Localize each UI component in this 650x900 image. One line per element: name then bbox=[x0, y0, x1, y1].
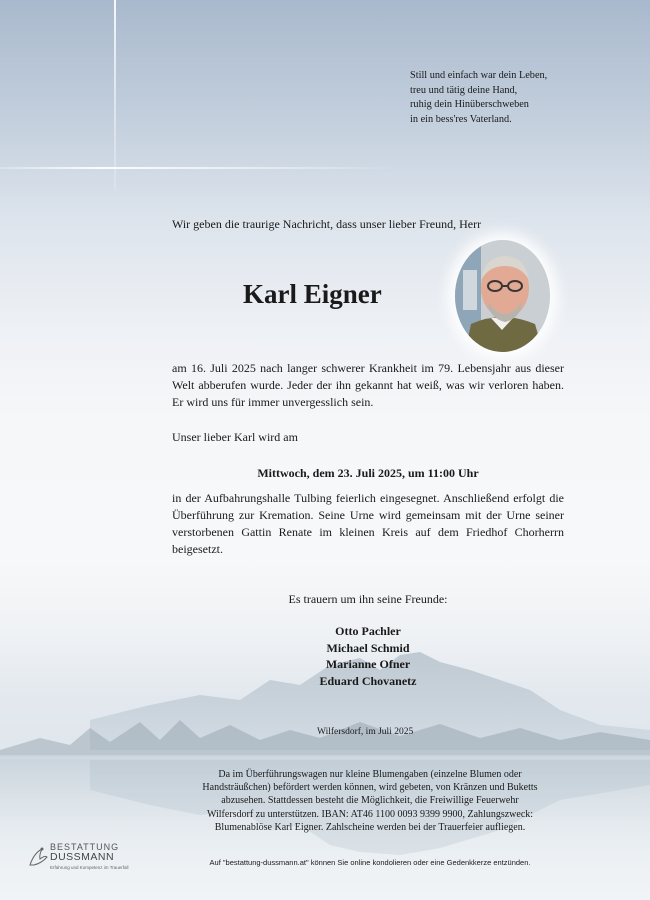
notice-line: Wilfersdorf zu unterstützen. IBAN: AT46 1100 0093 9399 9900, Zahlungszweck: bbox=[206, 808, 534, 820]
poem-line: Still und einfach war dein Leben, bbox=[410, 70, 548, 81]
poem-line: in ein bess'res Vaterland. bbox=[410, 113, 512, 125]
notice-line: Blumenablöse Karl Eigner. Zahlscheine werden bei der Trauerfeier aufliegen. bbox=[214, 821, 526, 833]
intro-text: Wir geben die traurige Nachricht, dass unser lieber Freund, Herr bbox=[172, 217, 482, 231]
notice-line: Da im Überführungswagen nur kleine Blumengaben (einzelne Blumen oder bbox=[218, 769, 522, 780]
notice-line: abzusehen. Stattdessen besteht die Möglichkeit, die Freiwillige Feuerwehr bbox=[221, 795, 519, 807]
logo-line2: DUSSMANN bbox=[50, 851, 115, 863]
poem-line: ruhig dein Hinüberschweben bbox=[410, 99, 529, 110]
logo-tagline: Erfahrung und Kompetenz im Trauerfall bbox=[50, 865, 129, 870]
poem bbox=[410, 69, 630, 127]
ceremony-date: Mittwoch, dem 23. Juli 2025, um 11:00 Uhr bbox=[257, 466, 479, 480]
portrait-photo bbox=[455, 240, 550, 352]
deceased-name: Karl Eigner bbox=[243, 279, 382, 309]
ceremony-paragraph: in der Aufbahrungshalle Tulbing feierlich eingesegnet. Anschließend erfolgt die Überführung zur Kremation. Seine Urne wird gemeinsam mit der Urne seiner verstorbenen Gattin Renate im kleinen Kreis auf dem Friedhof Chorherrn beigesetzt. bbox=[172, 491, 564, 556]
footer-condolence-link[interactable]: Auf "bestattung-dussmann.at" können Sie online kondolieren oder eine Gedenkkerze entzünden. bbox=[209, 858, 531, 867]
dove-icon bbox=[28, 843, 48, 869]
mourners-intro: Es trauern um ihn seine Freunde: bbox=[288, 592, 448, 606]
flower-notice bbox=[160, 768, 580, 834]
ceremony-lead: Unser lieber Karl wird am bbox=[172, 430, 298, 444]
funeral-home-logo bbox=[28, 841, 138, 873]
cross-vertical-line bbox=[114, 0, 116, 190]
cross-horizontal-line bbox=[0, 167, 400, 169]
mourners-list bbox=[172, 623, 564, 689]
mourner-name: Otto Pachler bbox=[335, 624, 401, 638]
mourner-name: Marianne Ofner bbox=[325, 657, 411, 671]
place-date: Wilfersdorf, im Juli 2025 bbox=[317, 727, 414, 737]
notice-line: Handsträußchen) befördert werden können, wird gebeten, von Kränzen und Buketts bbox=[202, 782, 538, 794]
mourner-name: Eduard Chovanetz bbox=[319, 673, 417, 688]
poem-line: treu und tätig deine Hand, bbox=[410, 84, 518, 96]
mourner-name: Michael Schmid bbox=[326, 640, 410, 655]
announcement-paragraph: am 16. Juli 2025 nach langer schwerer Krankheit im 79. Lebensjahr aus dieser Welt abberufen wurde. Jeder der ihn gekannt hat weiß, was wir verloren haben. Er wird uns für immer unvergesslich sein. bbox=[172, 361, 564, 409]
logo-line1: BESTATTUNG bbox=[50, 842, 120, 852]
